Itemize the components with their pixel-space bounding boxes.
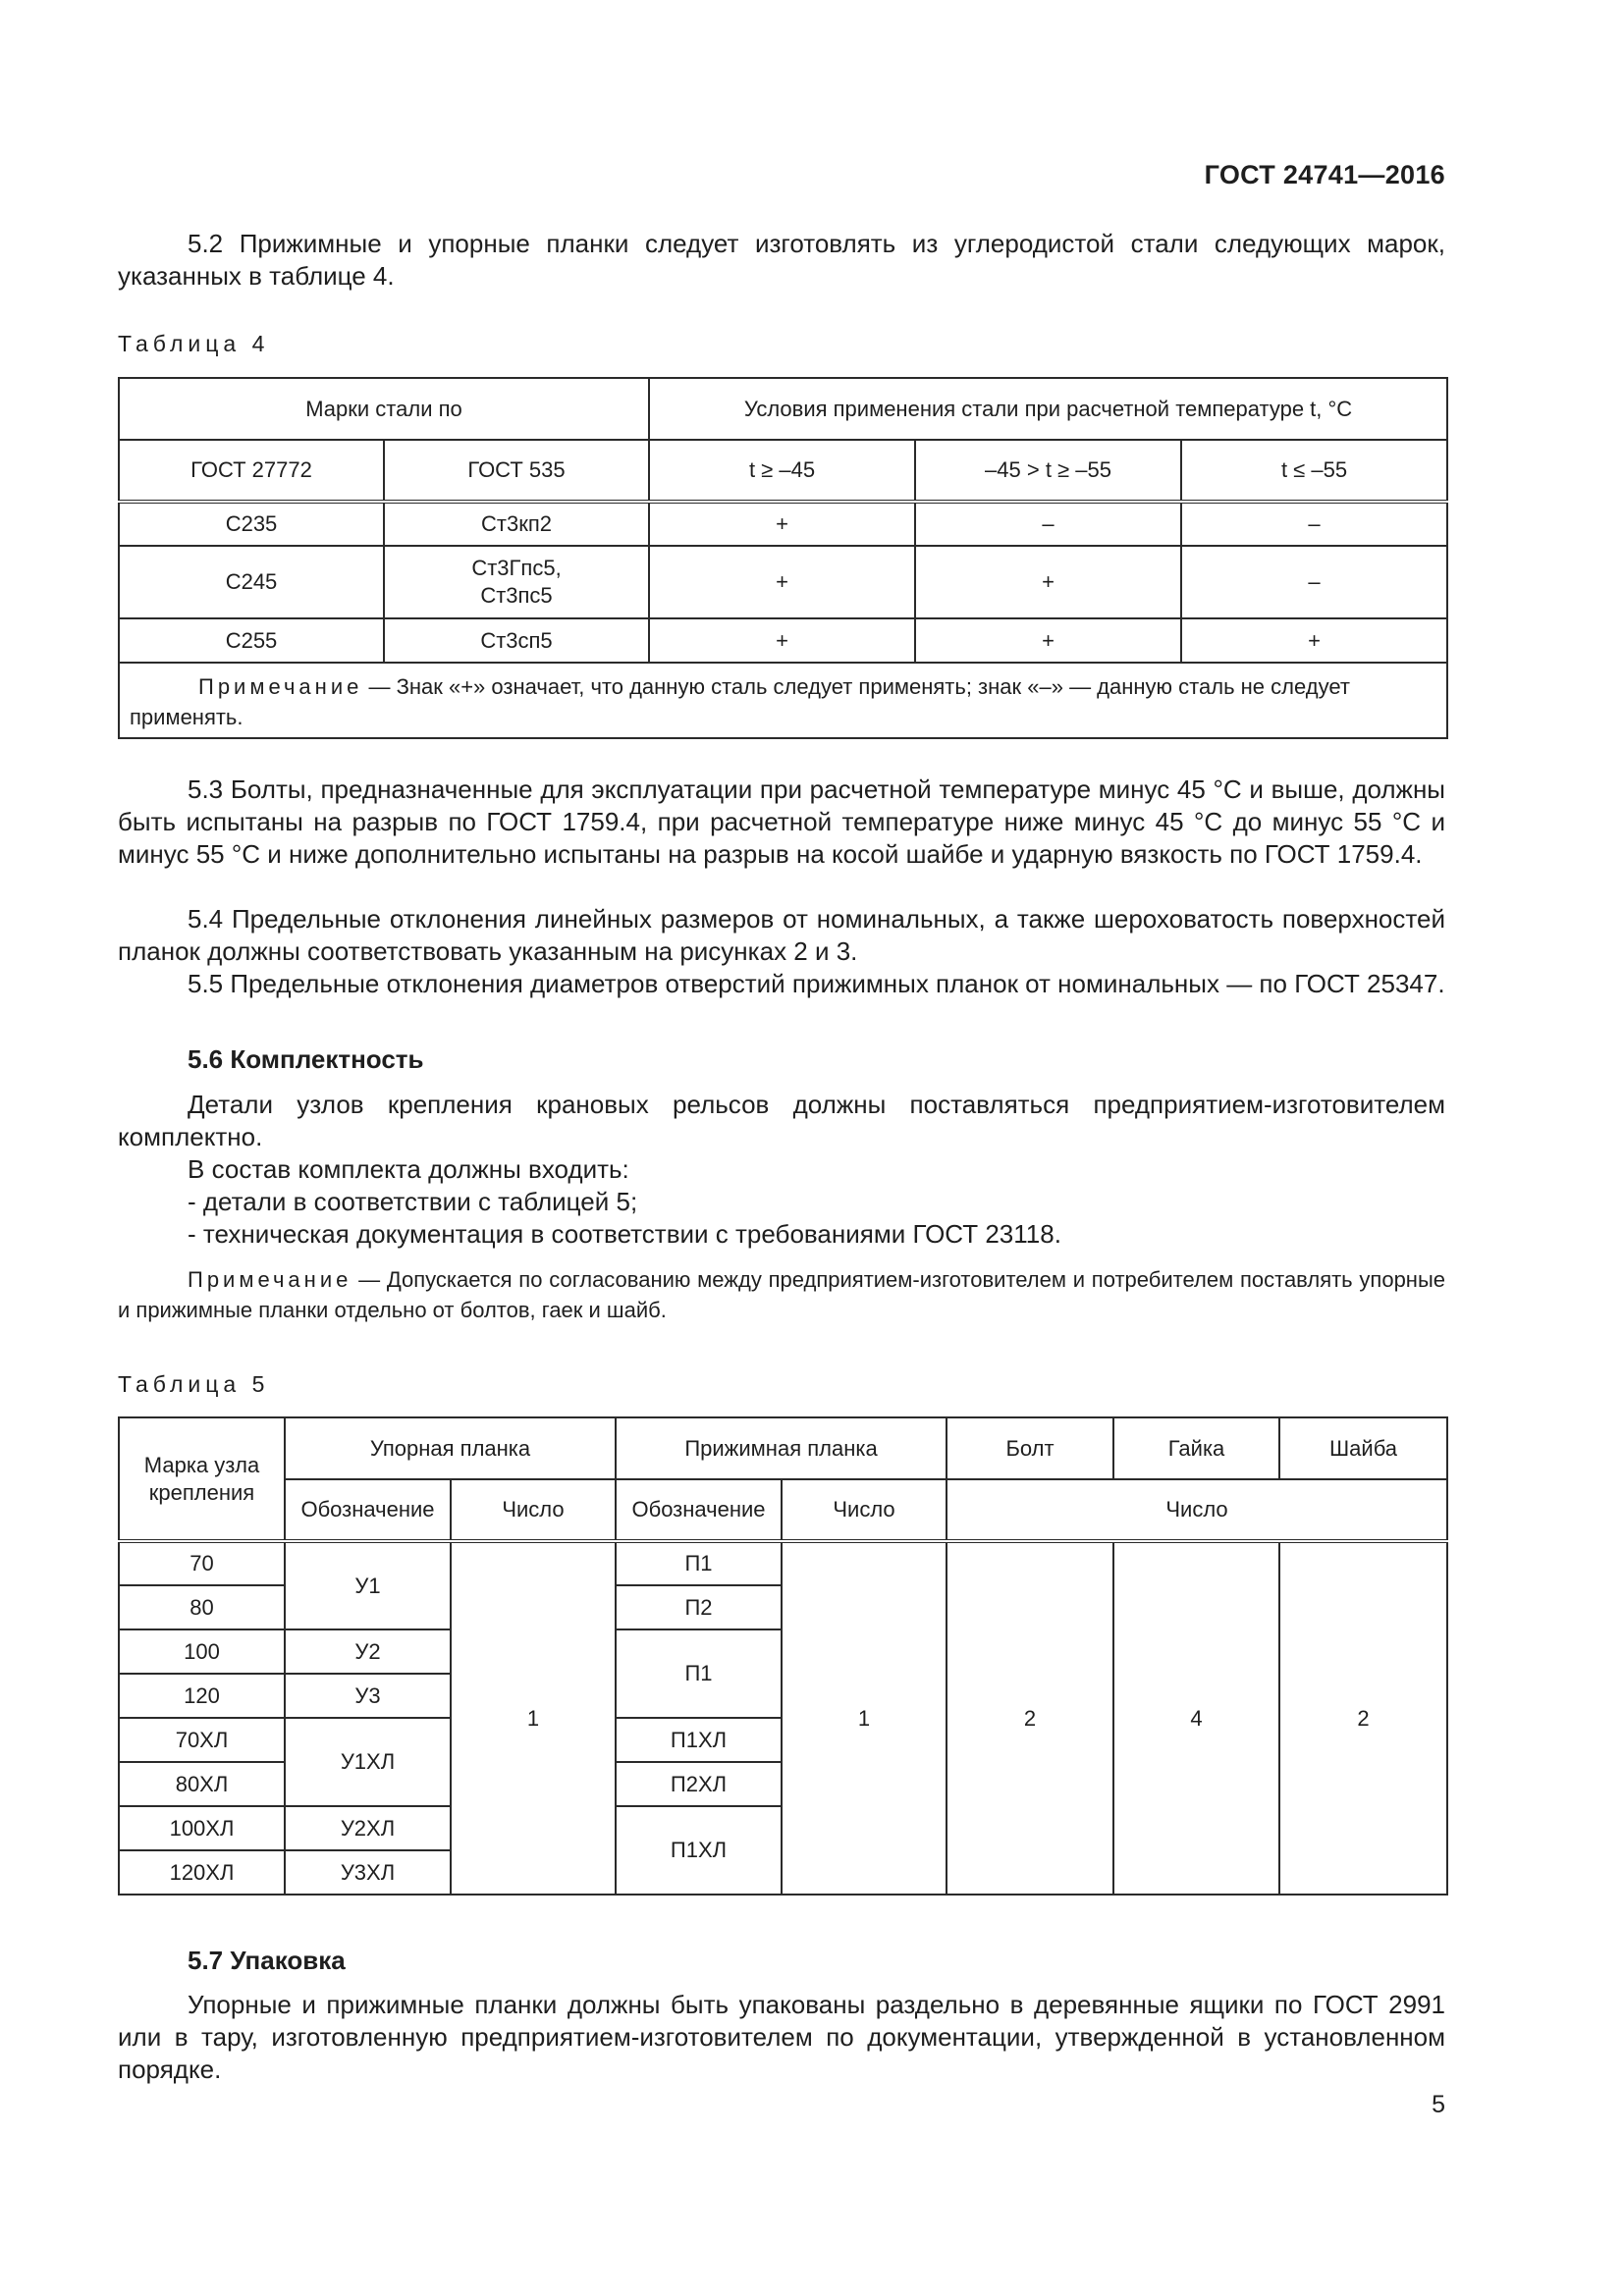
table-cell: У2 — [285, 1629, 451, 1674]
table-5-header-oboz: Обозначение — [285, 1479, 451, 1541]
table-cell: П1ХЛ — [616, 1806, 782, 1895]
table-cell: – — [1181, 502, 1447, 546]
page-number: 5 — [1432, 2091, 1445, 2118]
paragraph-5-4: 5.4 Предельные отклонения линейных размеров от номинальных, а также шероховатость поверхностей планок должны соответствовать указанным на рисунках 2 и 3. — [118, 904, 1445, 966]
table-5-header-shaiba: Шайба — [1279, 1417, 1447, 1479]
table-4-group-left: Марки стали по — [119, 378, 649, 440]
table-cell: – — [915, 502, 1181, 546]
table-5-header-bolt: Болт — [947, 1417, 1113, 1479]
table-5-header-upor: Упорная планка — [285, 1417, 616, 1479]
table-5-header-oboz: Обозначение — [616, 1479, 782, 1541]
table-5-header-chislo: Число — [782, 1479, 947, 1541]
paragraph-5-6-a: Детали узлов крепления крановых рельсов должны поставляться предприятием-изготовителем комплектно. — [118, 1090, 1445, 1151]
table-cell: 70 — [119, 1541, 285, 1585]
table-5-caption: Таблица 5 — [118, 1371, 270, 1397]
table-cell: П2 — [616, 1585, 782, 1629]
table-cell: С245 — [119, 546, 384, 618]
table-cell: П1 — [616, 1629, 782, 1718]
table-4-note — [119, 663, 1447, 738]
table-cell: У3 — [285, 1674, 451, 1718]
table-cell: + — [915, 618, 1181, 663]
table-cell: 120ХЛ — [119, 1850, 285, 1895]
list-item: - техническая документация в соответствии с требованиями ГОСТ 23118. — [188, 1219, 1061, 1249]
paragraph-5-6-b: В состав комплекта должны входить: — [188, 1154, 629, 1184]
document-code: ГОСТ 24741—2016 — [1204, 160, 1445, 189]
note-label: Примечание — [198, 673, 363, 699]
table-cell: П1ХЛ — [616, 1718, 782, 1762]
paragraph-5-2: 5.2 Прижимные и упорные планки следует изготовлять из углеродистой стали следующих марок, указанных в таблице 4. — [118, 229, 1445, 291]
table-5-header-gaika: Гайка — [1113, 1417, 1279, 1479]
table-cell: С255 — [119, 618, 384, 663]
table-cell: 100 — [119, 1629, 285, 1674]
table-row — [119, 618, 1447, 663]
table-cell: 80 — [119, 1585, 285, 1629]
list-item: - детали в соответствии с таблицей 5; — [188, 1187, 638, 1216]
paragraph-5-5: 5.5 Предельные отклонения диаметров отверстий прижимных планок от номинальных — по ГОСТ 25347. — [188, 969, 1445, 998]
table-cell: 1 — [451, 1541, 616, 1895]
table-5-header-mark: Марка узла крепления — [119, 1417, 285, 1541]
note-text: — Знак «+» означает, что данную сталь следует применять; знак «–» — данную сталь не следует применять. — [130, 673, 1350, 729]
table-cell: 120 — [119, 1674, 285, 1718]
table-cell: + — [915, 546, 1181, 618]
table-4-col-header: ГОСТ 27772 — [119, 440, 384, 502]
table-cell: 100ХЛ — [119, 1806, 285, 1850]
table-cell: + — [649, 502, 915, 546]
table-4 — [118, 377, 1448, 739]
table-cell: 2 — [1279, 1541, 1447, 1895]
note-label: Примечание — [188, 1267, 352, 1292]
table-cell: Ст3Гпс5, Ст3пс5 — [384, 546, 649, 618]
table-5-header-chislo: Число — [947, 1479, 1447, 1541]
table-cell: + — [1181, 618, 1447, 663]
table-cell: 1 — [782, 1541, 947, 1895]
paragraph-5-3: 5.3 Болты, предназначенные для эксплуатации при расчетной температуре минус 45 °С и выше, должны быть испытаны на разрыв по ГОСТ 1759.4, при расчетной температуре ниже минус 45 °С до минус 55 °С и минус 55 °С и ниже дополнительно испытаны на разрыв на косой шайбе и ударную вязкость по ГОСТ 1759.4. — [118, 774, 1445, 869]
table-cell: – — [1181, 546, 1447, 618]
table-5-header-prizh: Прижимная планка — [616, 1417, 947, 1479]
table-cell: Ст3сп5 — [384, 618, 649, 663]
table-5-header-chislo: Число — [451, 1479, 616, 1541]
section-5-7-heading: 5.7 Упаковка — [188, 1946, 346, 1975]
table-cell: 2 — [947, 1541, 1113, 1895]
table-row — [119, 502, 1447, 546]
section-5-6-heading: 5.6 Комплектность — [188, 1044, 424, 1074]
table-4-col-header: ГОСТ 535 — [384, 440, 649, 502]
table-cell: У2ХЛ — [285, 1806, 451, 1850]
table-4-caption: Таблица 4 — [118, 331, 270, 356]
table-cell: П2ХЛ — [616, 1762, 782, 1806]
table-cell: Ст3кп2 — [384, 502, 649, 546]
table-row — [119, 1541, 1447, 1585]
table-4-col-header: t ≥ –45 — [649, 440, 915, 502]
table-cell: П1 — [616, 1541, 782, 1585]
note-text: — Допускается по согласованию между предприятием-изготовителем и потребителем поставлять упорные и прижимные планки отдельно от болтов, гаек и шайб. — [118, 1267, 1445, 1322]
note-5-6 — [118, 1264, 1445, 1325]
table-5 — [118, 1416, 1448, 1896]
table-cell: У1ХЛ — [285, 1718, 451, 1806]
table-cell: С235 — [119, 502, 384, 546]
paragraph-5-7: Упорные и прижимные планки должны быть упакованы раздельно в деревянные ящики по ГОСТ 2991 или в тару, изготовленную предприятием-изготовителем по документации, утвержденной в установленном порядке. — [118, 1990, 1445, 2084]
table-cell: У1 — [285, 1541, 451, 1629]
table-cell: У3ХЛ — [285, 1850, 451, 1895]
table-cell: 70ХЛ — [119, 1718, 285, 1762]
table-4-col-header: –45 > t ≥ –55 — [915, 440, 1181, 502]
table-cell: 4 — [1113, 1541, 1279, 1895]
table-cell: + — [649, 546, 915, 618]
table-cell: 80ХЛ — [119, 1762, 285, 1806]
table-4-group-right: Условия применения стали при расчетной температуре t, °C — [649, 378, 1447, 440]
table-4-col-header: t ≤ –55 — [1181, 440, 1447, 502]
table-cell: + — [649, 618, 915, 663]
table-row — [119, 546, 1447, 618]
